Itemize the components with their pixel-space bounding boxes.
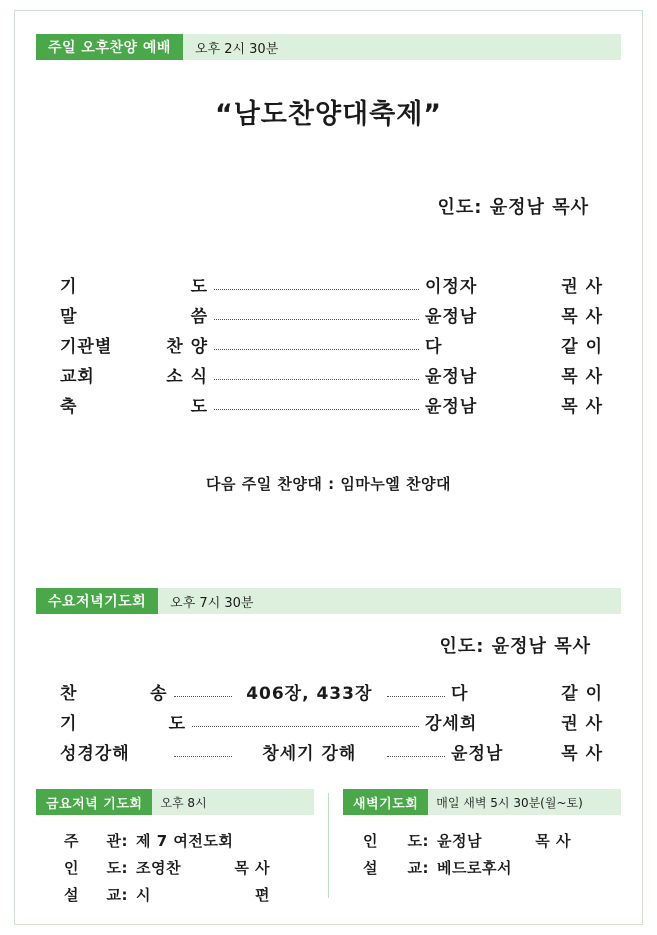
detail-key-part-b: 교: [407,859,429,877]
detail-value-main: 윤정남 [436,832,482,850]
detail-key-part-a: 설 [362,859,378,877]
order-row [36,387,621,417]
detail-value [429,857,621,878]
order-label-part-a: 기 [60,714,78,734]
detail-value-main: 베드로후서 [436,859,512,877]
order-person-name: 윤정남 [425,367,478,387]
order-label-part-b: 송 [150,684,168,704]
order-sermon-text: 창세기 강해 [262,744,357,764]
order-person-name: 다 [451,684,469,704]
detail-row [36,881,314,908]
order-person-name: 윤정남 [425,397,478,417]
dot-leader [387,743,445,757]
detail-key-part-b: 도: [407,832,429,850]
order-label [36,392,208,417]
dot-leader [387,683,445,697]
order-person [425,272,621,297]
order-label-part-a: 성경강해 [60,744,130,764]
order-person-title: 권 사 [561,277,603,297]
detail-value [128,830,314,851]
leader-label-wednesday: 인도: [439,636,485,657]
detail-key-part-b: 도: [106,859,128,877]
detail-value-title: 편 [255,886,271,904]
order-person-name: 다 [425,337,443,357]
dot-leader [192,713,419,727]
order-person-title: 목 사 [561,744,603,764]
detail-value [128,857,314,878]
order-row [36,674,621,704]
order-label [36,272,208,297]
dot-leader [214,276,419,290]
detail-key-part-a: 인 [64,859,79,877]
order-label [36,739,168,764]
detail-value-main: 조영찬 [136,859,181,877]
section-time-friday: 오후 8시 [152,789,314,815]
order-label [36,679,168,704]
order-person [425,709,621,734]
detail-key-part-a: 설 [64,886,79,904]
order-label [36,362,208,387]
order-person-title: 목 사 [561,307,603,327]
order-person-title: 목 사 [561,367,603,387]
order-list-sunday [36,267,621,417]
order-person [425,362,621,387]
dot-leader [214,306,419,320]
next-week-choir-note: 다음 주일 찬양대 : 임마누엘 찬양대 [206,475,451,493]
detail-value [128,884,314,905]
leader-label-sunday: 인도: [437,197,483,218]
order-label-part-b: 찬 양 [166,337,208,357]
order-label-part-a: 말 [60,307,78,327]
order-row [36,297,621,327]
vertical-divider [328,793,329,898]
order-label-part-a: 축 [60,397,78,417]
detail-value-main: 제 7 여전도회 [136,832,234,850]
order-label-part-a: 교회 [60,367,95,387]
section-wednesday-prayer [36,588,621,764]
order-list-wednesday [36,674,621,764]
detail-key-part-b: 교: [106,886,128,904]
order-row [36,357,621,387]
dot-leader [214,336,419,350]
order-person-name: 윤정남 [425,307,478,327]
friday-detail-list [36,815,314,908]
section-header-friday [36,789,314,815]
order-label-part-b: 씀 [190,307,208,327]
detail-value-title: 목 사 [234,859,271,877]
section-header-dawn [343,789,621,815]
order-label [36,302,208,327]
order-label-part-a: 기관별 [60,337,113,357]
event-headline: “남도찬양대축제” [214,99,443,130]
detail-row [343,827,621,854]
detail-key [36,830,128,851]
dot-leader [214,396,419,410]
order-label-part-b: 도 [168,714,186,734]
section-tag-wednesday: 수요저녁기도회 [36,588,158,614]
order-person [425,302,621,327]
dot-leader [174,683,232,697]
order-label-part-a: 찬 [60,684,78,704]
order-person [451,679,621,704]
section-dawn-prayer [343,789,621,908]
detail-key [36,884,128,905]
section-sunday-afternoon [36,34,621,494]
order-label [36,709,186,734]
order-label-part-b: 소 식 [166,367,208,387]
detail-key-part-a: 주 [64,832,79,850]
section-header-wednesday [36,588,621,614]
order-person-title: 권 사 [561,714,603,734]
order-row [36,327,621,357]
order-person [451,739,621,764]
detail-key [36,857,128,878]
detail-key [343,857,429,878]
section-time-sunday: 오후 2시 30분 [183,34,621,60]
order-person-name: 강세희 [425,714,478,734]
order-person-title: 같 이 [561,684,603,704]
order-person-title: 같 이 [561,337,603,357]
leader-name-wednesday: 윤정남 목사 [491,636,591,657]
detail-value [429,830,621,851]
section-bottom-row [36,789,621,908]
leader-line-wednesday [36,632,621,658]
order-person-name: 윤정남 [451,744,504,764]
section-time-dawn: 매일 새벽 5시 30분(월~토) [428,789,621,815]
order-label [36,332,208,357]
detail-row [36,854,314,881]
order-label-part-b: 도 [190,397,208,417]
dot-leader [174,743,232,757]
section-tag-friday: 금요저녁 기도회 [36,789,152,815]
section-tag-sunday: 주일 오후찬양 예배 [36,34,183,60]
order-person-title: 목 사 [561,397,603,417]
order-hymn-numbers: 406장, 433장 [246,684,373,704]
detail-key-part-a: 인 [362,832,378,850]
order-label-part-b: 도 [190,277,208,297]
section-tag-dawn: 새벽기도회 [343,789,428,815]
section-time-wednesday: 오후 7시 30분 [158,588,621,614]
detail-key [343,830,429,851]
order-person [425,332,621,357]
section-header-sunday [36,34,621,60]
order-row [36,267,621,297]
detail-row [36,827,314,854]
order-label-part-a: 기 [60,277,78,297]
dawn-detail-list [343,815,621,881]
dot-leader [214,366,419,380]
order-person [425,392,621,417]
detail-row [343,854,621,881]
detail-key-part-b: 관: [106,832,128,850]
order-person-name: 이정자 [425,277,478,297]
order-row [36,704,621,734]
section-friday-prayer [36,789,314,908]
leader-name-sunday: 윤정남 목사 [489,197,589,218]
detail-value-title: 목 사 [535,832,571,850]
order-row [36,734,621,764]
leader-line-sunday [36,193,621,219]
detail-value-main: 시 [136,886,151,904]
